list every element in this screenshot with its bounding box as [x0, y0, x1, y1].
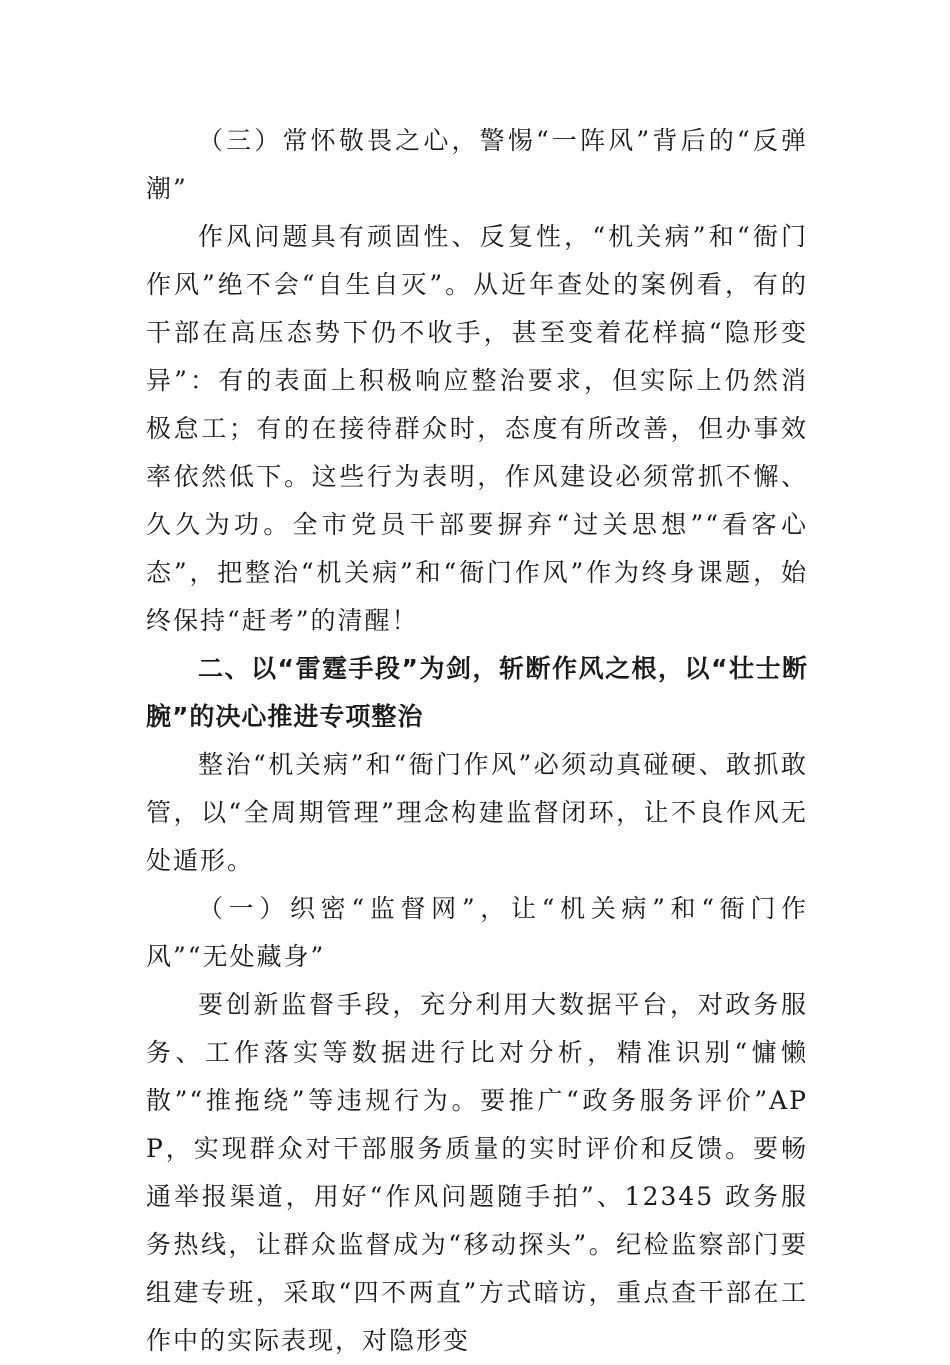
- section-subheading-3: （三）常怀敬畏之心，警惕“一阵风”背后的“反弹潮”: [146, 126, 808, 203]
- section-subheading-1: （一）织密“监督网”，让“机关病”和“衙门作风”“无处藏身”: [146, 894, 808, 971]
- document-body: [146, 117, 808, 1365]
- body-paragraph: 要创新监督手段，充分利用大数据平台，对政务服务、工作落实等数据进行比对分析，精准识别“慵懒散”“推拖绕”等违规行为。要推广“政务服务评价”APP，实现群众对干部服务质量的实时评价和反馈。要畅通举报渠道，用好“作风问题随手拍”、12345 政务服务热线，让群众监督成为“移动探头”。纪检监察部门要组建专班，采取“四不两直”方式暗访，重点查干部在工作中的实际表现，对隐形变: [146, 990, 808, 1355]
- section-heading-2: 二、以“雷霆手段”为剑，斩断作风之根，以“壮士断腕”的决心推进专项整治: [146, 654, 808, 731]
- body-paragraph: 整治“机关病”和“衙门作风”必须动真碰硬、敢抓敢管，以“全周期管理”理念构建监督闭环，让不良作风无处遁形。: [146, 750, 808, 875]
- body-paragraph: 作风问题具有顽固性、反复性，“机关病”和“衙门作风”绝不会“自生自灭”。从近年查处的案例看，有的干部在高压态势下仍不收手，甚至变着花样搞“隐形变异”：有的表面上积极响应整治要求，但实际上仍然消极怠工；有的在接待群众时，态度有所改善，但办事效率依然低下。这些行为表明，作风建设必须常抓不懈、久久为功。全市党员干部要摒弃“过关思想”“看客心态”，把整治“机关病”和“衙门作风”作为终身课题，始终保持“赶考”的清醒！: [146, 222, 808, 635]
